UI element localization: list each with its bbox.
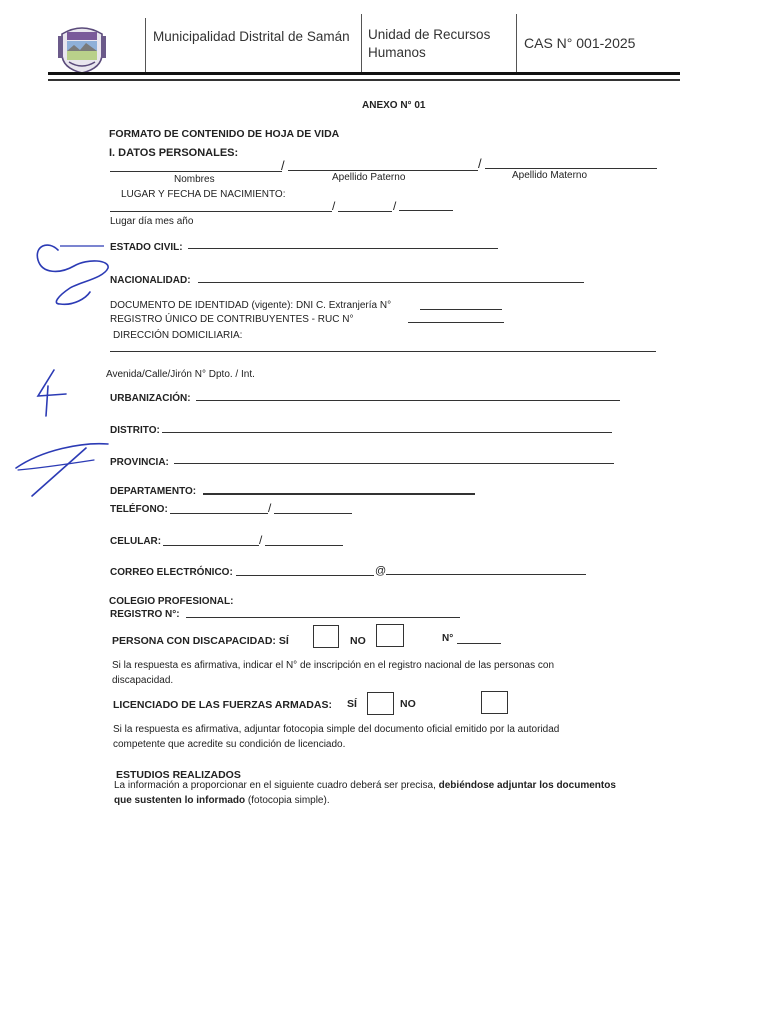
handwritten-initial-mark	[30, 238, 120, 310]
estudios-line-1-bold: debiéndose adjuntar los documentos	[438, 780, 616, 791]
discapacidad-no-checkbox[interactable]	[376, 624, 404, 647]
org-name: Municipalidad Distrital de Samán	[153, 29, 350, 44]
registro-line[interactable]	[186, 617, 460, 618]
discapacidad-label: PERSONA CON DISCAPACIDAD: SÍ	[112, 635, 289, 647]
municipal-crest-logo	[56, 20, 108, 74]
discapacidad-note-2: discapacidad.	[112, 675, 174, 686]
form-title: FORMATO DE CONTENIDO DE HOJA DE VIDA	[109, 128, 340, 140]
section-title: I. DATOS PERSONALES:	[109, 147, 239, 159]
fuerzas-note-2: competente que acredite su condición de licenciado.	[113, 739, 346, 750]
celular-area-line[interactable]	[163, 545, 259, 546]
fuerzas-note-1: Si la respuesta es afirmativa, adjuntar fotocopia simple del documento oficial emitido por la autoridad	[113, 724, 560, 735]
estudios-line-2-bold: que sustenten lo informado	[114, 795, 246, 806]
birth-place-line[interactable]	[110, 211, 332, 212]
ruc-line[interactable]	[408, 322, 504, 323]
nombres-caption: Nombres	[174, 174, 215, 185]
discapacidad-num-line[interactable]	[457, 643, 501, 644]
telefono-area-line[interactable]	[170, 513, 268, 514]
telefono-label: TELÉFONO:	[110, 504, 168, 515]
departamento-label: DEPARTAMENTO:	[110, 486, 197, 497]
doc-identidad-label: DOCUMENTO DE IDENTIDAD (vigente): DNI C. Extranjería N°	[110, 300, 392, 311]
discapacidad-note-1: Si la respuesta es afirmativa, indicar el N° de inscripción en el registro nacional de las personas con	[112, 660, 555, 671]
annex-title: ANEXO N° 01	[362, 100, 426, 111]
celular-number-line[interactable]	[265, 545, 343, 546]
cas-code: CAS N° 001-2025	[524, 35, 636, 51]
department-unit: Unidad de Recursos Humanos	[368, 27, 491, 60]
birth-label: LUGAR Y FECHA DE NACIMIENTO:	[121, 189, 286, 200]
birth-year-line[interactable]	[399, 210, 453, 211]
estudios-title: ESTUDIOS REALIZADOS	[116, 769, 241, 781]
estudios-line-2-plain: (fotocopia simple).	[247, 795, 330, 806]
fuerzas-no-label: NO	[400, 698, 416, 710]
correo-domain-line[interactable]	[386, 574, 586, 575]
nacionalidad-label: NACIONALIDAD:	[110, 275, 191, 286]
discapacidad-si-checkbox[interactable]	[313, 625, 339, 648]
apellido-paterno-line[interactable]	[288, 170, 478, 171]
nacionalidad-line[interactable]	[198, 282, 584, 283]
celular-label: CELULAR:	[110, 536, 162, 547]
direccion-line[interactable]	[110, 351, 656, 352]
fuerzas-no-checkbox[interactable]	[481, 691, 508, 714]
urbanizacion-line[interactable]	[196, 400, 620, 401]
fuerzas-si-checkbox[interactable]	[367, 692, 394, 715]
direccion-caption: Avenida/Calle/Jirón N° Dpto. / Int.	[106, 369, 255, 380]
ruc-label: REGISTRO ÚNICO DE CONTRIBUYENTES - RUC N°	[110, 314, 354, 325]
telefono-number-line[interactable]	[274, 513, 352, 514]
correo-user-line[interactable]	[236, 575, 374, 576]
estado-civil-line[interactable]	[188, 248, 498, 249]
provincia-line[interactable]	[174, 463, 614, 464]
birth-day-line[interactable]	[338, 211, 392, 212]
correo-label: CORREO ELECTRÓNICO:	[110, 567, 233, 578]
provincia-label: PROVINCIA:	[110, 457, 169, 468]
registro-label: REGISTRO N°:	[110, 609, 180, 620]
estudios-line-1-plain: La información a proporcionar en el siguiente cuadro deberá ser precisa,	[114, 780, 436, 791]
correo-at: @	[375, 565, 387, 577]
estudios-line-2	[114, 795, 330, 806]
distrito-line[interactable]	[162, 432, 612, 433]
departamento-line[interactable]	[203, 493, 475, 495]
colegio-label: COLEGIO PROFESIONAL:	[109, 596, 234, 607]
fuerzas-si-label: SÍ	[347, 698, 357, 710]
urbanizacion-label: URBANIZACIÓN:	[110, 393, 191, 404]
handwritten-number-mark	[30, 366, 74, 420]
discapacidad-num-label: N°	[442, 633, 454, 644]
apellido-materno-caption: Apellido Materno	[512, 170, 588, 181]
apellido-paterno-caption: Apellido Paterno	[332, 172, 406, 183]
distrito-label: DISTRITO:	[110, 425, 160, 436]
header-divider	[48, 72, 680, 75]
handwritten-signature-stroke	[12, 438, 112, 502]
apellido-materno-line[interactable]	[485, 168, 657, 169]
doc-identidad-line[interactable]	[420, 309, 502, 310]
nombres-line[interactable]	[110, 171, 282, 172]
fuerzas-label: LICENCIADO DE LAS FUERZAS ARMADAS:	[113, 699, 332, 711]
discapacidad-no-label: NO	[350, 635, 366, 647]
birth-caption: Lugar día mes año	[110, 216, 194, 227]
estudios-line-1	[114, 780, 616, 791]
estado-civil-label: ESTADO CIVIL:	[110, 242, 183, 253]
direccion-label: DIRECCIÓN DOMICILIARIA:	[113, 330, 243, 341]
